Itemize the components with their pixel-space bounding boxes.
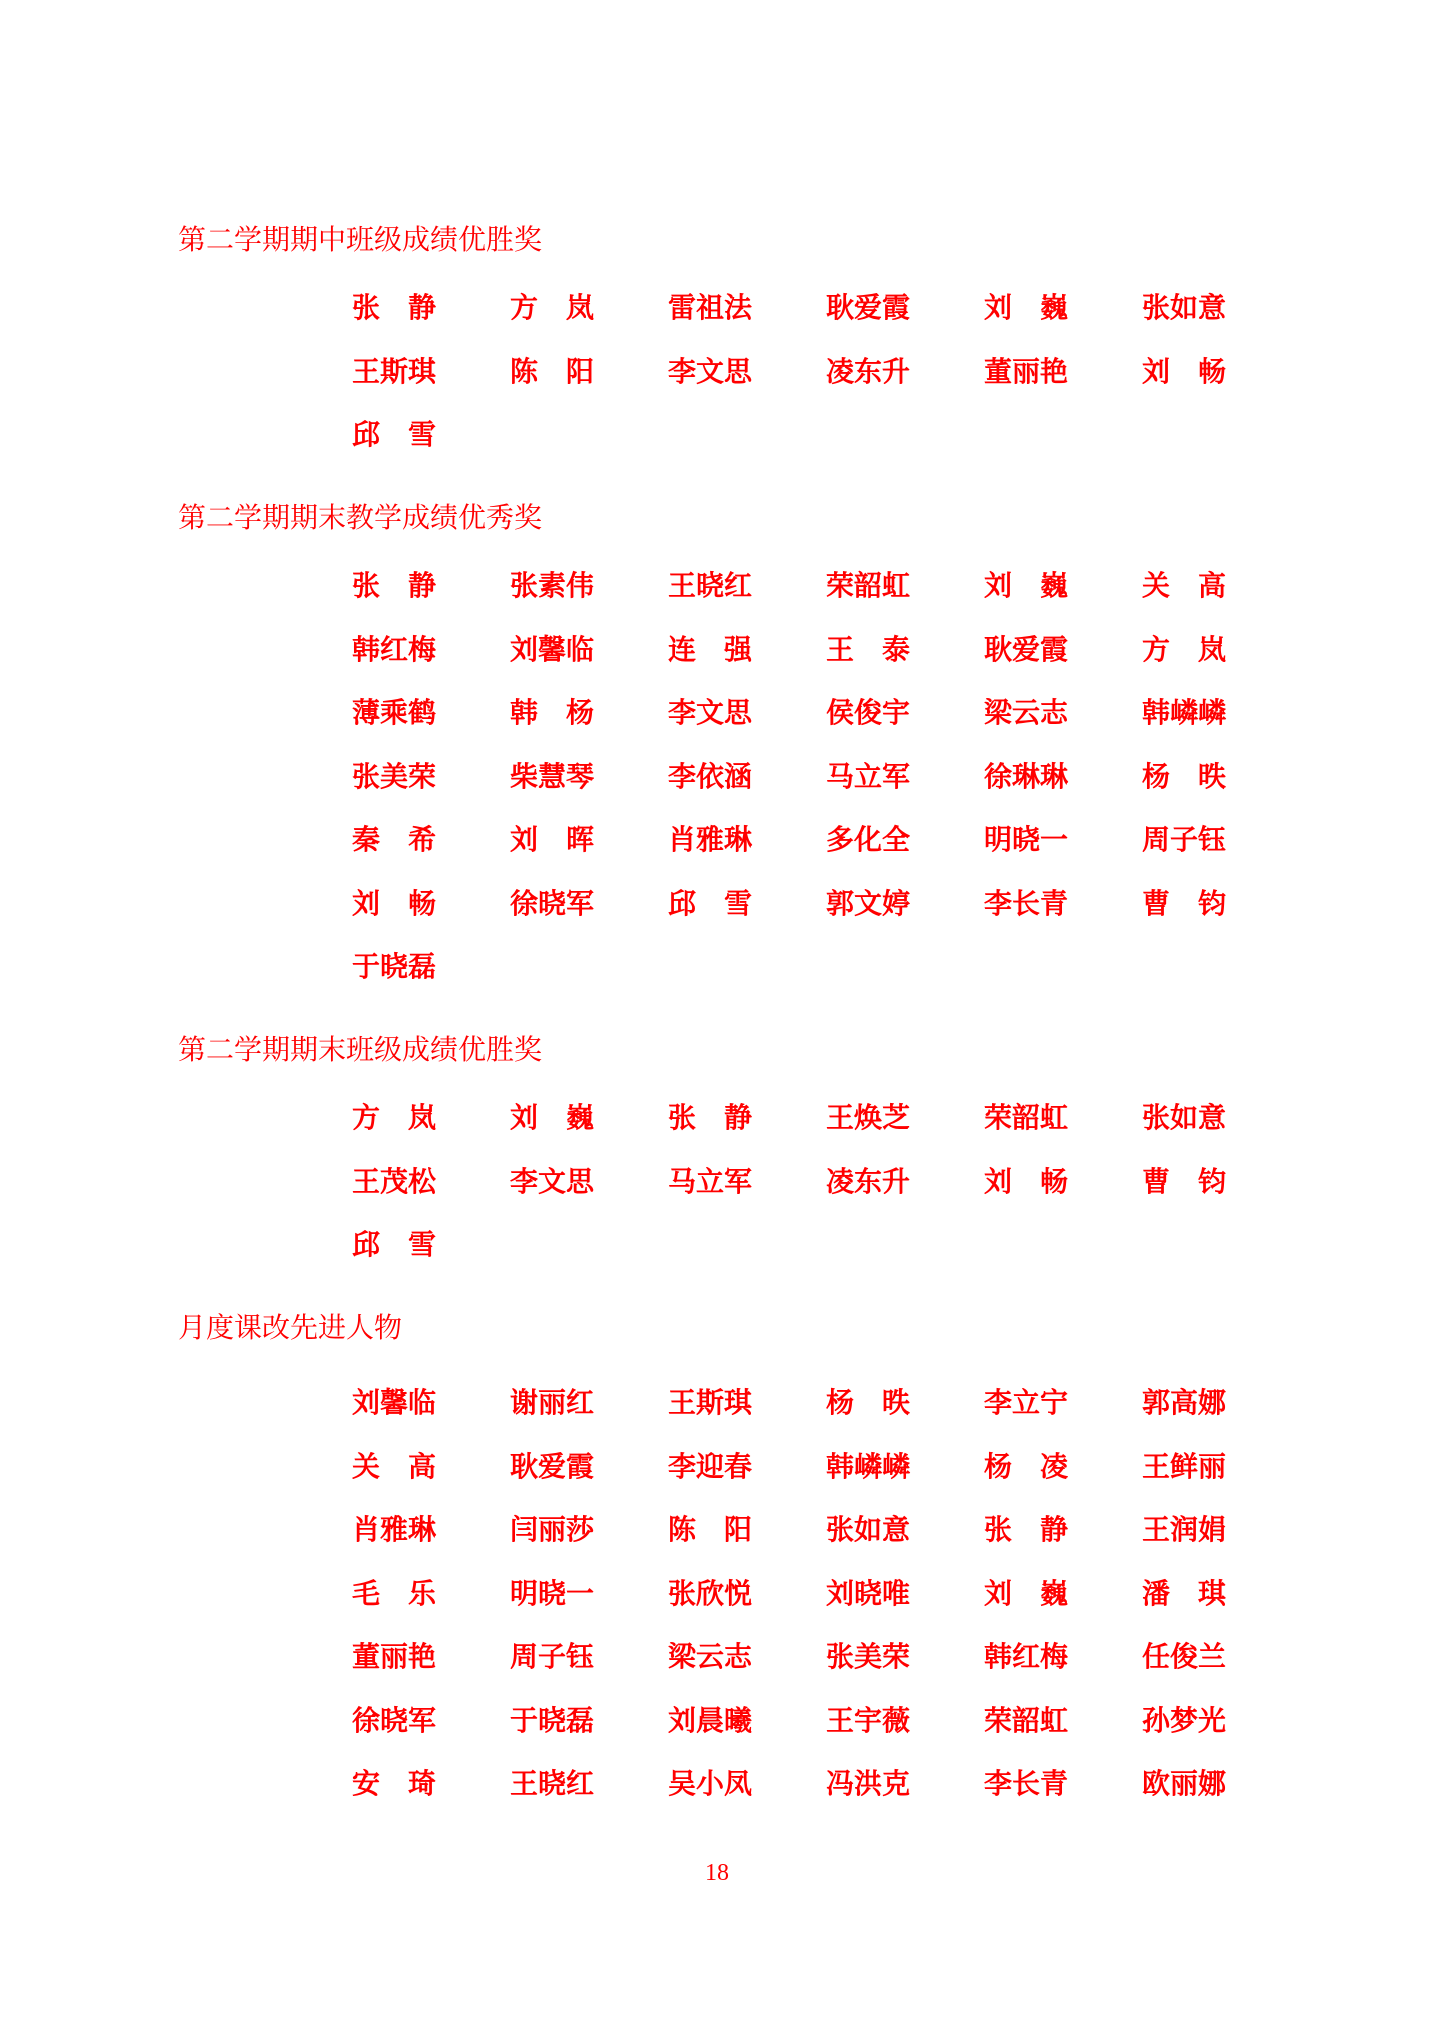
awardee-name: 薄乘鹤 [352,696,437,729]
awardee-name: 秦 希 [352,823,437,856]
awardee-name: 刘晓唯 [826,1576,911,1610]
awardee-name: 曹 钧 [1142,886,1227,920]
awardee-name: 关 高 [1142,569,1227,602]
awardee-name: 王晓红 [510,1767,595,1800]
awardee-name: 韩嶙嶙 [826,1449,911,1483]
name-grid-midterm-class-award [352,290,1300,481]
awardee-name: 毛 乐 [352,1576,437,1610]
awardee-name: 韩 杨 [510,696,595,729]
awardee-name: 邱 雪 [352,1228,437,1261]
awardee-name: 张 静 [352,291,437,324]
awardee-name: 韩红梅 [352,632,437,666]
awardee-name: 刘馨临 [352,1386,437,1419]
awardee-name: 王 泰 [826,632,911,666]
awardee-name: 陈 阳 [510,354,595,388]
awardee-name: 于晓磊 [352,950,437,983]
awardee-name: 董丽艳 [352,1640,437,1673]
awardee-name: 徐晓军 [510,886,595,920]
awardee-name: 刘晨曦 [668,1703,753,1737]
awardee-name: 张美荣 [826,1640,911,1673]
section-title-final-class-award: 第二学期期末班级成绩优胜奖 [178,1033,543,1066]
awardee-name: 李文思 [510,1164,595,1198]
awardee-name: 王润娟 [1142,1513,1227,1546]
awardee-name: 周子钰 [510,1640,595,1673]
awardee-name: 杨 昳 [1142,759,1227,793]
awardee-name: 柴慧琴 [510,759,595,793]
awardee-name: 方 岚 [510,291,595,324]
awardee-name: 刘 畅 [352,886,437,920]
awardee-name: 刘 畅 [984,1164,1069,1198]
awardee-name: 耿爱霞 [984,632,1069,666]
section-title-final-teaching-award: 第二学期期末教学成绩优秀奖 [178,501,543,534]
awardee-name: 闫丽莎 [510,1513,595,1546]
awardee-name: 冯洪克 [826,1767,911,1800]
awardee-name: 侯俊宇 [826,696,911,729]
awardee-name: 方 岚 [1142,632,1227,666]
awardee-name: 连 强 [668,632,753,666]
name-grid-final-class-award [352,1100,1300,1291]
awardee-name: 刘 畅 [1142,354,1227,388]
awardee-name: 凌东升 [826,354,911,388]
awardee-name: 孙梦光 [1142,1703,1227,1737]
awardee-name: 王斯琪 [352,354,437,388]
page-number: 18 [705,1860,729,1886]
awardee-name: 耿爱霞 [510,1449,595,1483]
section-title-midterm-class-award: 第二学期期中班级成绩优胜奖 [178,223,543,256]
awardee-name: 刘 巍 [984,291,1069,324]
awardee-name: 荣韶虹 [984,1101,1069,1134]
awardee-name: 郭高娜 [1142,1386,1227,1419]
awardee-name: 韩嶙嶙 [1142,696,1227,729]
awardee-name: 张如意 [1142,1101,1227,1134]
awardee-name: 王茂松 [352,1164,437,1198]
awardee-name: 梁云志 [984,696,1069,729]
awardee-name: 曹 钧 [1142,1164,1227,1198]
awardee-name: 张如意 [1142,291,1227,324]
awardee-name: 邱 雪 [352,418,437,451]
awardee-name: 马立军 [668,1164,753,1198]
awardee-name: 张素伟 [510,569,595,602]
awardee-name: 周子钰 [1142,823,1227,856]
awardee-name: 李文思 [668,354,753,388]
awardee-name: 欧丽娜 [1142,1767,1227,1800]
awardee-name: 张 静 [668,1101,753,1134]
awardee-name: 李立宁 [984,1386,1069,1419]
awardee-name: 韩红梅 [984,1640,1069,1673]
awardee-name: 徐晓军 [352,1703,437,1737]
awardee-name: 凌东升 [826,1164,911,1198]
awardee-name: 谢丽红 [510,1386,595,1419]
awardee-name: 张欣悦 [668,1576,753,1610]
awardee-name: 张如意 [826,1513,911,1546]
awardee-name: 荣韶虹 [984,1703,1069,1737]
awardee-name: 杨 昳 [826,1386,911,1419]
name-grid-monthly-reform-pioneers [352,1385,1300,1830]
awardee-name: 王晓红 [668,569,753,602]
awardee-name: 肖雅琳 [668,823,753,856]
awardee-name: 郭文婷 [826,886,911,920]
awardee-name: 潘 琪 [1142,1576,1227,1610]
awardee-name: 徐琳琳 [984,759,1069,793]
awardee-name: 肖雅琳 [352,1513,437,1546]
awardee-name: 王鲜丽 [1142,1449,1227,1483]
awardee-name: 吴小凤 [668,1767,753,1800]
awardee-name: 耿爱霞 [826,291,911,324]
awardee-name: 任俊兰 [1142,1640,1227,1673]
awardee-name: 梁云志 [668,1640,753,1673]
awardee-name: 刘 巍 [510,1101,595,1134]
awardee-name: 雷祖法 [668,291,753,324]
awardee-name: 李长青 [984,1767,1069,1800]
awardee-name: 多化全 [826,823,911,856]
awardee-name: 李迎春 [668,1449,753,1483]
awardee-name: 张 静 [352,569,437,602]
awardee-name: 李文思 [668,696,753,729]
awardee-name: 王斯琪 [668,1386,753,1419]
awardee-name: 邱 雪 [668,886,753,920]
awardee-name: 关 高 [352,1449,437,1483]
awardee-name: 明晓一 [510,1576,595,1610]
awardee-name: 刘 巍 [984,1576,1069,1610]
awardee-name: 刘 巍 [984,569,1069,602]
awardee-name: 荣韶虹 [826,569,911,602]
awardee-name: 刘 晖 [510,823,595,856]
awardee-name: 杨 凌 [984,1449,1069,1483]
awardee-name: 张 静 [984,1513,1069,1546]
section-title-monthly-reform-pioneers: 月度课改先进人物 [178,1311,403,1344]
awardee-name: 李长青 [984,886,1069,920]
awardee-name: 刘馨临 [510,632,595,666]
awardee-name: 王宇薇 [826,1703,911,1737]
awardee-name: 张美荣 [352,759,437,793]
awardee-name: 董丽艳 [984,354,1069,388]
awardee-name: 于晓磊 [510,1703,595,1737]
awardee-name: 李依涵 [668,759,753,793]
awardee-name: 明晓一 [984,823,1069,856]
awardee-name: 王焕芝 [826,1101,911,1134]
awardee-name: 方 岚 [352,1101,437,1134]
name-grid-final-teaching-award [352,568,1300,1013]
awardee-name: 马立军 [826,759,911,793]
awardee-name: 安 琦 [352,1767,437,1800]
awardee-name: 陈 阳 [668,1513,753,1546]
